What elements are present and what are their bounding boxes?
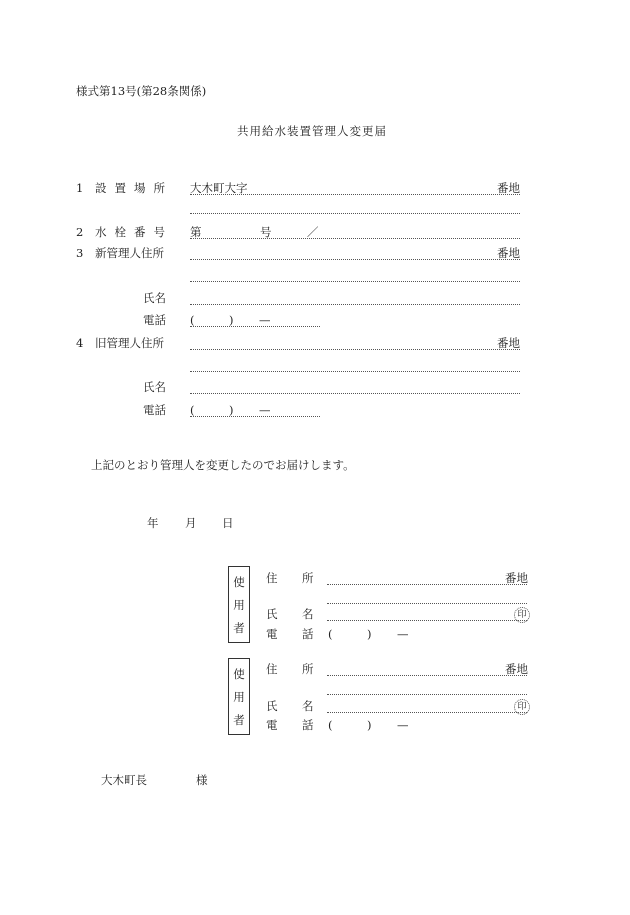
new-name-line[interactable]: [190, 304, 520, 305]
user-box-char: 用: [233, 598, 245, 612]
section-2-number: 2: [76, 225, 84, 239]
old-address-line[interactable]: [190, 349, 520, 350]
new-address-suffix: 番地: [497, 246, 520, 260]
form-number: 様式第13号(第28条関係): [76, 84, 207, 98]
user-box-char: 用: [233, 690, 245, 704]
new-name-label: 氏名: [143, 291, 166, 305]
old-address-suffix: 番地: [497, 336, 520, 350]
new-address-line-2[interactable]: [190, 281, 520, 282]
addressee-honorific: 様: [196, 773, 208, 787]
user-phone-label-char: 話: [302, 627, 314, 641]
date-year: 年: [147, 516, 159, 530]
section-4-number: 4: [76, 336, 84, 350]
user-name-line[interactable]: [327, 620, 527, 621]
user-name-label-char: 氏: [266, 699, 278, 713]
user-address-line[interactable]: [327, 584, 527, 585]
user-address-line-2[interactable]: [327, 603, 527, 604]
date-day: 日: [222, 516, 234, 530]
old-phone-dash: —: [259, 403, 271, 417]
old-phone-open: (: [190, 403, 195, 417]
location-line[interactable]: [190, 194, 520, 195]
user-address-label-char: 住: [266, 571, 278, 585]
old-phone-line[interactable]: [190, 416, 320, 417]
new-address-line[interactable]: [190, 259, 520, 260]
form-title: 共用給水装置管理人変更届: [237, 124, 387, 138]
statement-text: 上記のとおり管理人を変更したのでお届けします。: [91, 458, 355, 472]
user-box: [228, 566, 250, 643]
user-phone-close: ): [367, 718, 372, 732]
user-address-label-char: 所: [302, 662, 314, 676]
user-address-label-char: 所: [302, 571, 314, 585]
new-phone-line[interactable]: [190, 326, 320, 327]
user-phone-label-char: 話: [302, 718, 314, 732]
new-phone-open: (: [190, 313, 195, 327]
user-name-label-char: 氏: [266, 607, 278, 621]
user-phone-close: ): [367, 627, 372, 641]
new-phone-label: 電話: [143, 313, 166, 327]
user-phone-dash: —: [397, 627, 409, 641]
user-name-label-char: 名: [302, 607, 314, 621]
user-phone-dash: —: [397, 718, 409, 732]
user-box: [228, 658, 250, 735]
date-month: 月: [185, 516, 197, 530]
user-address-line[interactable]: [327, 675, 527, 676]
faucet-go: 号: [260, 225, 272, 239]
user-phone-open: (: [328, 718, 333, 732]
user-address-label-char: 住: [266, 662, 278, 676]
faucet-dai: 第: [190, 225, 202, 239]
old-phone-label: 電話: [143, 403, 166, 417]
user-address-suffix: 番地: [505, 662, 528, 676]
location-prefix: 大木町大字: [190, 181, 248, 195]
user-phone-label-char: 電: [266, 627, 278, 641]
user-address-line-2[interactable]: [327, 694, 527, 695]
addressee-name: 大木町長: [101, 773, 147, 787]
old-name-line[interactable]: [190, 393, 520, 394]
location-line-2[interactable]: [190, 213, 520, 214]
seal-mark: 印: [514, 699, 530, 715]
old-phone-close: ): [229, 403, 234, 417]
faucet-slash: ／: [307, 225, 319, 239]
new-phone-dash: —: [259, 313, 271, 327]
old-name-label: 氏名: [143, 380, 166, 394]
section-2-label: 水栓番号: [95, 225, 173, 239]
user-name-line[interactable]: [327, 712, 527, 713]
user-phone-open: (: [328, 627, 333, 641]
section-1-label: 設置場所: [95, 181, 173, 195]
new-phone-close: ): [229, 313, 234, 327]
user-phone-label-char: 電: [266, 718, 278, 732]
location-suffix: 番地: [497, 181, 520, 195]
user-address-suffix: 番地: [505, 571, 528, 585]
seal-mark: 印: [514, 607, 530, 623]
user-box-char: 者: [233, 621, 245, 635]
section-1-number: 1: [76, 181, 84, 195]
faucet-number-line[interactable]: [190, 238, 520, 239]
old-address-line-2[interactable]: [190, 371, 520, 372]
user-name-label-char: 名: [302, 699, 314, 713]
section-3-number: 3: [76, 246, 84, 260]
section-3-label: 新管理人住所: [95, 246, 164, 260]
user-box-char: 使: [233, 667, 245, 681]
user-box-char: 使: [233, 575, 245, 589]
user-box-char: 者: [233, 713, 245, 727]
section-4-label: 旧管理人住所: [95, 336, 164, 350]
